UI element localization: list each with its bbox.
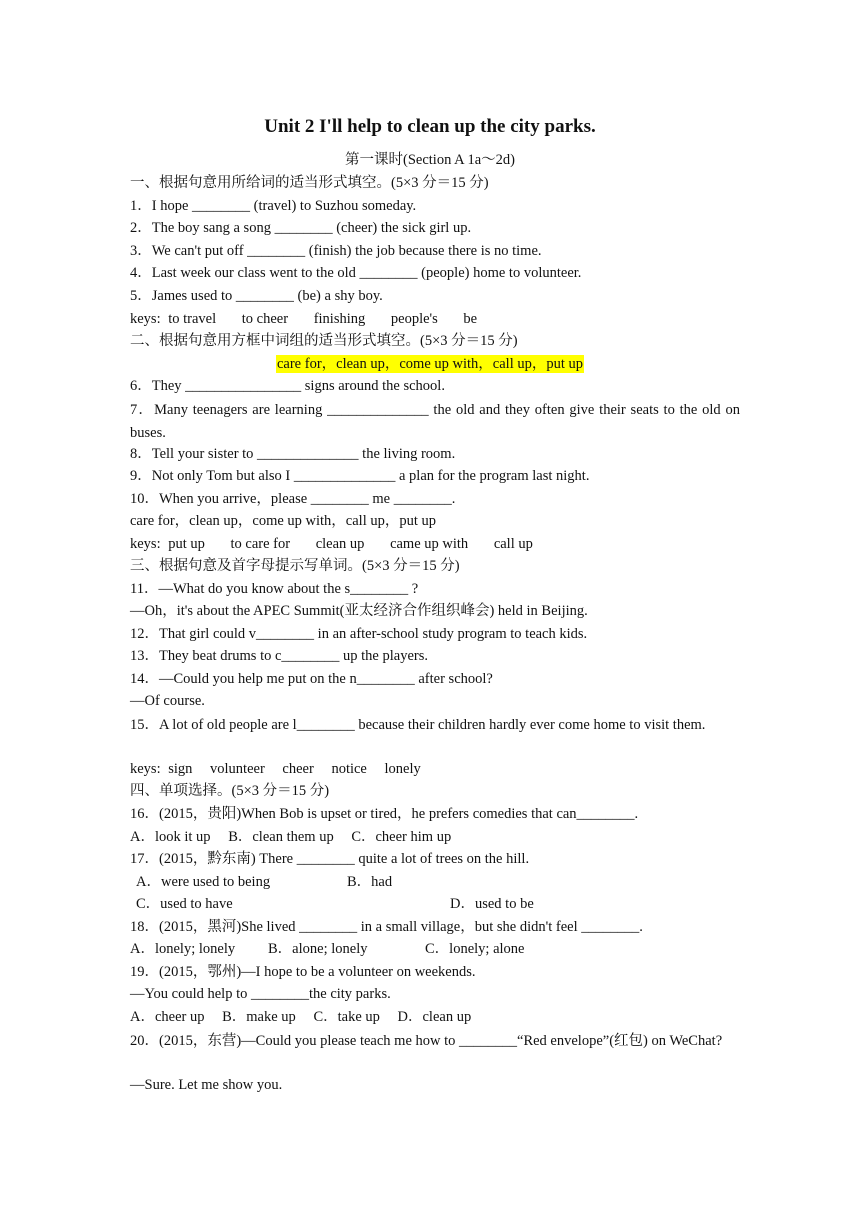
phrase-box-text: care for，clean up，come up with，call up，put up: [276, 356, 583, 372]
question-15: 15．A lot of old people are l________ because their children hardly ever come home to visit them.: [130, 717, 706, 733]
phrase-list-repeat: care for，clean up，come up with，call up，put up: [130, 513, 437, 529]
option-b: B．clean them up: [228, 829, 334, 845]
section-2-heading: 二、根据句意用方框中词组的适当形式填空。(5×3 分＝15 分): [130, 333, 518, 349]
key-6: put up: [168, 536, 205, 552]
key-14: notice: [331, 761, 367, 777]
key-12: volunteer: [210, 761, 265, 777]
question-19-reply: —You could help to ________the city parks.: [130, 986, 391, 1002]
question-11: 11．—What do you know about the s________ ?: [130, 581, 419, 597]
option-c: C．take up: [313, 1009, 380, 1025]
question-16: 16．(2015，贵阳)When Bob is upset or tired，he prefers comedies that can________.: [130, 806, 639, 822]
question-12: 12．That girl could v________ in an after-school study program to teach kids.: [130, 626, 588, 642]
section-1-keys: [130, 309, 740, 329]
option-a: A．look it up: [130, 829, 211, 845]
keys-label: keys:: [130, 311, 161, 327]
option-a: A．cheer up: [130, 1009, 205, 1025]
option-a: A．lonely; lonely: [130, 941, 236, 957]
option-d: D．clean up: [397, 1009, 472, 1025]
key-1: to travel: [168, 311, 217, 327]
phrase-box: [0, 354, 860, 374]
option-c: C．used to have: [136, 896, 233, 912]
key-7: to care for: [230, 536, 291, 552]
question-18: 18．(2015，黑河)She lived ________ in a small village，but she didn't feel ________.: [130, 919, 643, 935]
question-7: 7．Many teenagers are learning ______________ the old and they often give their seats to the old on buses.: [130, 402, 740, 441]
question-14-reply: —Of course.: [130, 693, 205, 709]
option-b: B．alone; lonely: [268, 941, 368, 957]
question-11-reply: —Oh，it's about the APEC Summit(亚太经济合作组织峰会) held in Beijing.: [130, 603, 588, 619]
key-13: cheer: [282, 761, 314, 777]
question-3: 3．We can't put off ________ (finish) the job because there is no time.: [130, 243, 542, 259]
question-16-options: [130, 827, 740, 847]
keys-label: keys:: [130, 761, 161, 777]
keys-label: keys:: [130, 536, 161, 552]
question-19: 19．(2015，鄂州)—I hope to be a volunteer on weekends.: [130, 964, 476, 980]
lesson-subtitle: 第一课时(Section A 1a～2d): [345, 152, 515, 168]
option-b: B．had: [347, 874, 393, 890]
question-17: 17．(2015，黔东南) There ________ quite a lot of trees on the hill.: [130, 851, 530, 867]
question-10: 10．When you arrive，please ________ me ________.: [130, 491, 456, 507]
key-5: be: [463, 311, 478, 327]
key-2: to cheer: [241, 311, 289, 327]
key-4: people's: [390, 311, 438, 327]
question-2: 2．The boy sang a song ________ (cheer) the sick girl up.: [130, 220, 472, 236]
option-c: C．lonely; alone: [425, 941, 525, 957]
question-6: 6．They ________________ signs around the school.: [130, 378, 445, 394]
question-20: 20．(2015，东营)—Could you please teach me how to ________“Red envelope”(红包) on WeChat?: [130, 1033, 723, 1049]
question-8: 8．Tell your sister to ______________ the living room.: [130, 446, 456, 462]
key-9: came up with: [390, 536, 469, 552]
key-11: sign: [168, 761, 193, 777]
section-1-heading: 一、根据句意用所给词的适当形式填空。(5×3 分＝15 分): [130, 175, 489, 191]
question-1: 1．I hope ________ (travel) to Suzhou someday.: [130, 198, 417, 214]
option-b: B．make up: [222, 1009, 296, 1025]
section-2-keys: [130, 534, 740, 554]
key-10: call up: [493, 536, 533, 552]
option-d: D．used to be: [450, 896, 534, 912]
question-14: 14．—Could you help me put on the n________ after school?: [130, 671, 493, 687]
option-c: C．cheer him up: [351, 829, 452, 845]
key-3: finishing: [313, 311, 366, 327]
key-15: lonely: [384, 761, 421, 777]
option-a: A．were used to being: [136, 874, 271, 890]
question-19-options: [130, 1007, 740, 1027]
section-3-keys: [130, 759, 740, 779]
question-4: 4．Last week our class went to the old ________ (people) home to volunteer.: [130, 265, 582, 281]
section-4-heading: 四、单项选择。(5×3 分＝15 分): [130, 783, 330, 799]
question-9: 9．Not only Tom but also I ______________ a plan for the program last night.: [130, 468, 590, 484]
key-8: clean up: [315, 536, 365, 552]
question-13: 13．They beat drums to c________ up the players.: [130, 648, 428, 664]
section-3-heading: 三、根据句意及首字母提示写单词。(5×3 分＝15 分): [130, 558, 460, 574]
page-title: Unit 2 I'll help to clean up the city parks.: [264, 116, 596, 137]
question-20-reply: —Sure. Let me show you.: [130, 1077, 283, 1093]
question-5: 5．James used to ________ (be) a shy boy.: [130, 288, 383, 304]
